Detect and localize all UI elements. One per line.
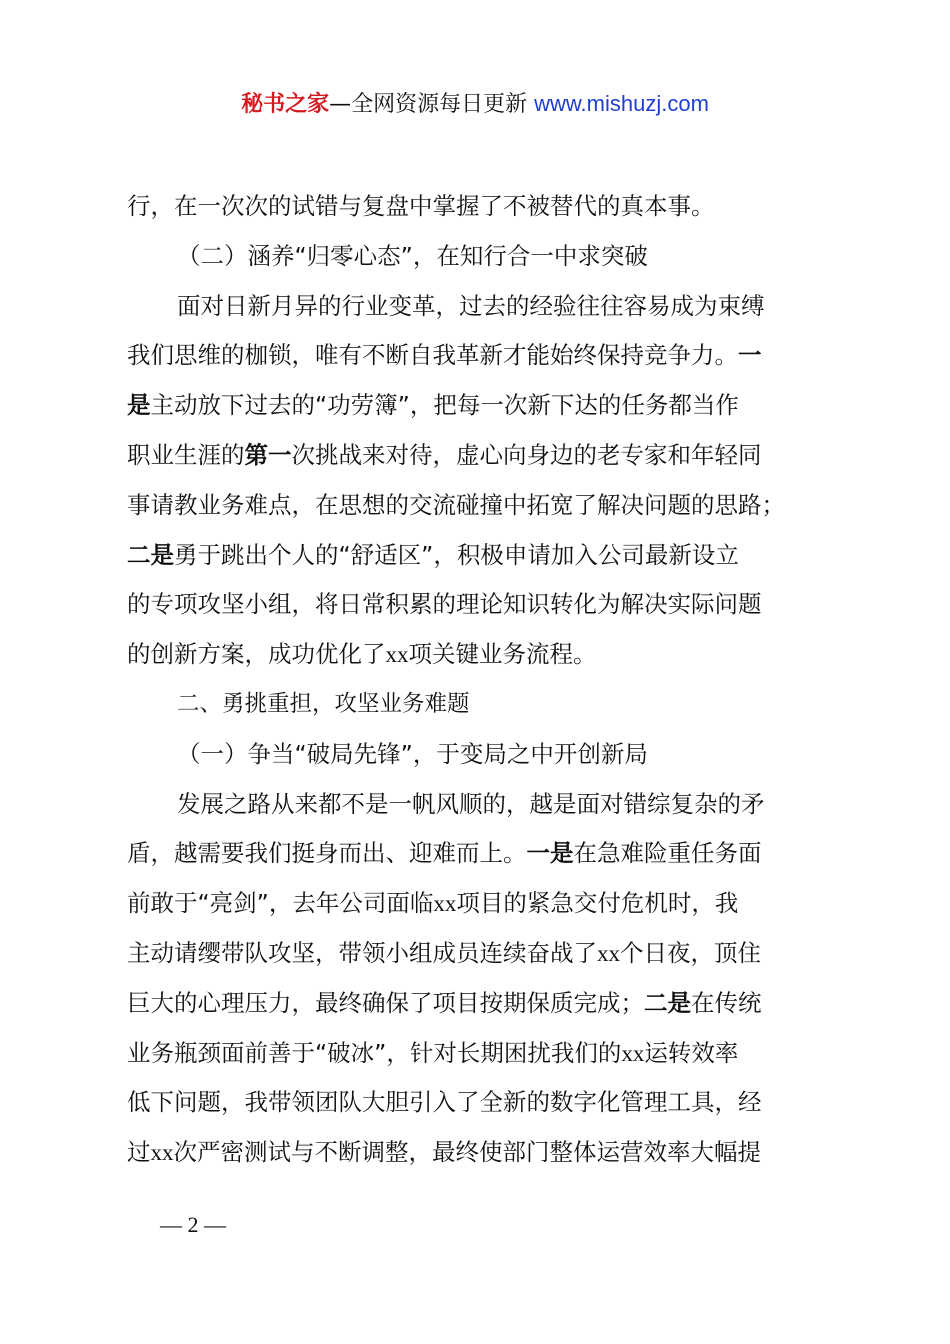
bold-marker: 一 (738, 341, 762, 370)
page-number: — 2 — (160, 1212, 226, 1237)
subheading: （二）涵养“归零心态”，在知行合一中求突破 (177, 241, 648, 270)
paragraph-line: 主动请缨带队攻坚，带领小组成员连续奋战了xx个日夜，顶住 (127, 938, 761, 967)
paragraph-line: 业务瓶颈面前善于“破冰”，针对长期困扰我们的xx运转效率 (127, 1038, 739, 1067)
paragraph-line: 过xx次严密测试与不断调整，最终使部门整体运营效率大幅提 (127, 1138, 761, 1167)
paragraph-line: 我们思维的枷锁，唯有不断自我革新才能始终保持竞争力。一 (127, 341, 762, 370)
bold-marker: 第一 (244, 440, 292, 469)
paragraph-line: 的创新方案，成功优化了xx项关键业务流程。 (127, 640, 597, 669)
paragraph-line: 面对日新月异的行业变革，过去的经验往往容易成为束缚 (177, 291, 765, 320)
brand-name: 秘书之家 (241, 92, 330, 117)
paragraph-line: 是主动放下过去的“功劳簿”，把每一次新下达的任务都当作 (127, 391, 739, 420)
site-url[interactable]: www.mishuzj.com (534, 91, 709, 116)
document-body (127, 183, 827, 1179)
paragraph-line: 发展之路从来都不是一帆风顺的，越是面对错综复杂的矛 (177, 789, 765, 818)
bold-marker: 一是 (526, 839, 574, 868)
paragraph-line: 二是勇于跳出个人的“舒适区”，积极申请加入公司最新设立 (127, 540, 739, 569)
bold-marker: 是 (127, 391, 151, 420)
paragraph-line: 事请教业务难点，在思想的交流碰撞中拓宽了解决问题的思路； (127, 490, 785, 519)
paragraph-line: 巨大的心理压力，最终确保了项目按期保质完成；二是在传统 (127, 988, 762, 1017)
paragraph-line: 职业生涯的第一次挑战来对待，虚心向身边的老专家和年轻同 (127, 440, 762, 469)
subheading: （一）争当“破局先锋”，于变局之中开创新局 (177, 739, 648, 768)
paragraph-line: 前敢于“亮剑”，去年公司面临xx项目的紧急交付危机时，我 (127, 889, 739, 918)
paragraph-line: 行，在一次次的试错与复盘中掌握了不被替代的真本事。 (127, 192, 715, 220)
paragraph-line: 盾，越需要我们挺身而出、迎难而上。一是在急难险重任务面 (127, 839, 762, 868)
site-header (0, 88, 950, 121)
paragraph-line: 的专项攻坚小组，将日常积累的理论知识转化为解决实际问题 (127, 590, 762, 619)
header-tagline: —全网资源每日更新 (329, 92, 528, 117)
bold-marker: 二是 (127, 540, 174, 569)
section-heading: 二、勇挑重担，攻坚业务难题 (177, 690, 470, 717)
paragraph-line: 低下问题，我带领团队大胆引入了全新的数字化管理工具，经 (127, 1088, 762, 1117)
bold-marker: 二是 (644, 988, 691, 1017)
